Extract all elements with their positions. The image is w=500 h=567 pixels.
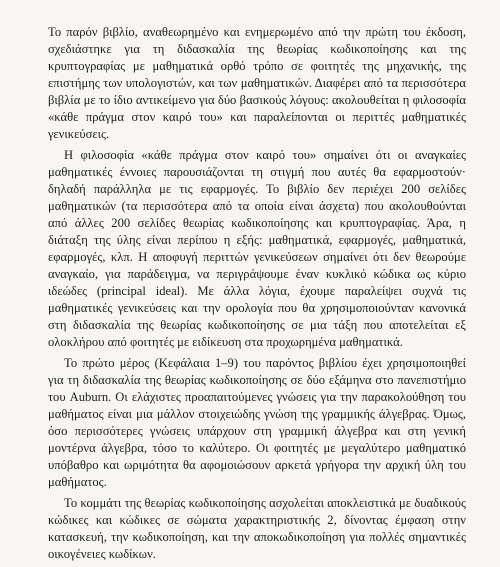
paragraph-coding-theory: Το κομμάτι της θεωρίας κωδικοποίησης ασχολείται αποκλειστικά με δυαδικούς κώδικες και κώδικες σε σώματα χαρακτηριστικής 2, δίνοντας έμφαση στην κατασκευή, την κωδικοποίηση, και την αποκωδικοποίηση για πολλές σημαντικές οικογένειες κωδίκων. (48, 496, 466, 561)
body-text (48, 24, 466, 567)
paragraph-intro: Το παρόν βιβλίο, αναθεωρημένο και ενημερωμένο από την πρώτη του έκδοση, σχεδιάστηκε για τη διδασκαλία της θεωρίας κωδικοποίησης και της κρυπτογραφίας με μαθηματικά ορθό τρόπο σε φοιτητές της μηχανικής, της επιστήμης των υπολογιστών, και των μαθηματικών. Διαφέρει από τα περισσότερα βιβλία με το ίδιο αντικείμενο για δύο βασικούς λόγους: ακολουθείται η φιλοσοφία «κάθε πράγμα στον καιρό του» και παραλείπονται οι περιττές μαθηματικές γενικεύσεις. (48, 25, 466, 141)
paragraph-first-part: Το πρώτο μέρος (Κεφάλαια 1–9) του παρόντος βιβλίου έχει χρησιμοποιηθεί για τη διδασκαλία της θεωρίας κωδικοποίησης σε δύο εξάμηνα στο πανεπιστήμιο του Auburn. Οι ελάχιστες προαπαιτούμενες γνώσεις για την παρακολούθηση του μαθήματος είναι μια μάλλον στοιχειώδης γνώση της γραμμικής άλγεβρας. Όμως, όσο περισσότερες γνώσεις υπάρχουν στη γραμμική άλγεβρα και στη γενική μοντέρνα άλγεβρα, τόσο το καλύτερο. Οι φοιτητές με μεγαλύτερο μαθηματικό υπόβαθρο και ωριμότητα θα αφομοιώσουν αρκετά γρήγορα την αρχική ύλη του μαθήματος. (48, 356, 466, 489)
paragraph-philosophy: Η φιλοσοφία «κάθε πράγμα στον καιρό του» σημαίνει ότι οι αναγκαίες μαθηματικές έννοιες παρουσιάζονται τη στιγμή που αυτές θα εφαρμοστούν· δηλαδή παράλληλα με τις εφαρμογές. Το βιβλίο δεν περιέχει 200 σελίδες μαθηματικών (τα περισσότερα από τα οποία είναι άσχετα) που ακολουθούνται από άλλες 200 σελίδες θεωρίας κωδικοποίησης και κρυπτογραφίας. Άρα, η διάταξη της ύλης είναι περίπου η εξής: μαθηματικά, εφαρμογές, μαθηματικά, εφαρμογές, κλπ. Η αποφυγή περιττών γενικεύσεων σημαίνει ότι δεν θεωρούμε αναγκαίο, για παράδειγμα, να περιγράψουμε έναν κυκλικό κώδικα ως κύριο ιδεώδες (principal ideal). Με άλλα λόγια, έχουμε παραλείψει συχνά τις μαθηματικές γενικεύσεις και την ορολογία που θα χρησιμοποιούνταν κανονικά στη διδασκαλία της θεωρίας κωδικοποίησης σε μια τάξη που αποτελείται εξ ολοκλήρου από φοιτητές με ειδίκευση στα προχωρημένα μαθηματικά. (48, 148, 466, 349)
